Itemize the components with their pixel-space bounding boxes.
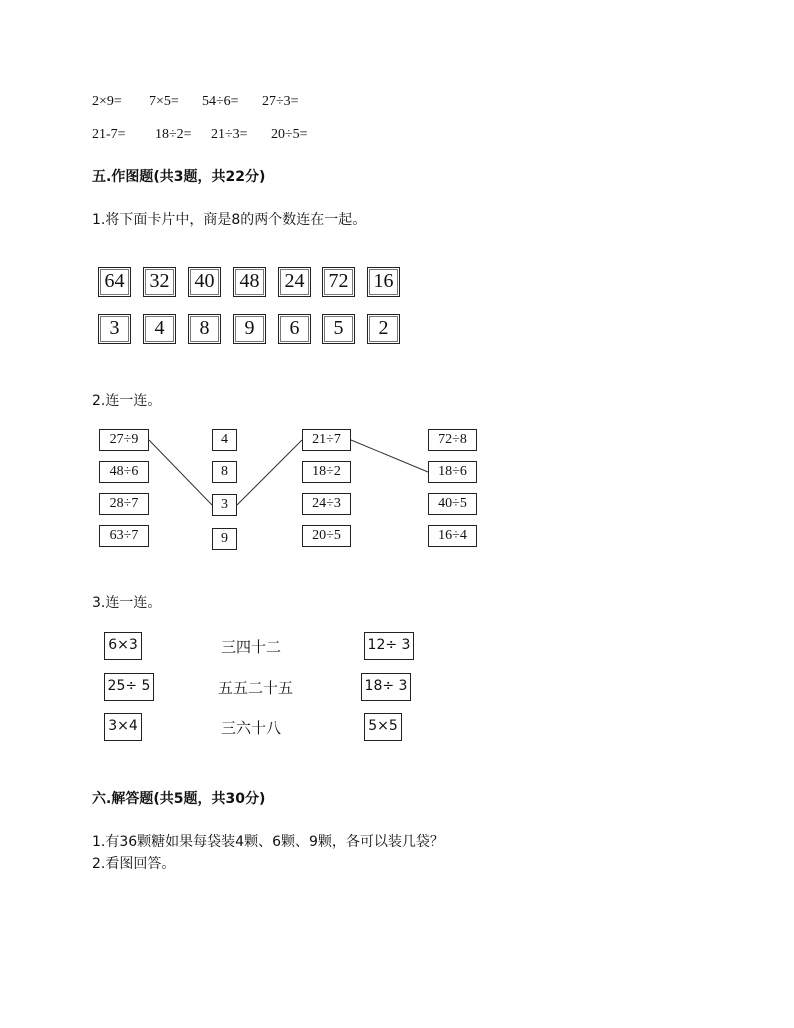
expression-box[interactable]: 12÷ 3 [364,632,414,660]
expression-box[interactable]: 16÷4 [428,525,477,547]
number-card[interactable]: 5 [322,314,355,344]
arith-item: 18÷2= [155,127,192,142]
question-prompt: 1.将下面卡片中，商是8的两个数连在一起。 [92,212,367,228]
expression-box[interactable]: 18÷2 [302,461,351,483]
expression-box[interactable]: 18÷ 3 [361,673,411,701]
answer-box[interactable]: 9 [212,528,237,550]
expression-box[interactable]: 6×3 [104,632,142,660]
connector-line [351,440,428,472]
connector-line [149,440,212,505]
question-text: 2.看图回答。 [92,856,176,872]
arith-item: 21-7= [92,127,126,142]
question-text: 1.有36颗糖如果每袋装4颗、6颗、9颗，各可以装几袋？ [92,834,444,850]
expression-box[interactable]: 27÷9 [99,429,149,451]
number-card[interactable]: 9 [233,314,266,344]
arith-item: 2×9= [92,94,122,109]
answer-box[interactable]: 4 [212,429,237,451]
expression-box[interactable]: 40÷5 [428,493,477,515]
expression-box[interactable]: 24÷3 [302,493,351,515]
arith-item: 7×5= [149,94,179,109]
number-card[interactable]: 4 [143,314,176,344]
number-card[interactable]: 3 [98,314,131,344]
question-prompt: 3.连一连。 [92,595,162,611]
expression-box[interactable]: 3×4 [104,713,142,741]
section-heading: 六.解答题(共5题，共30分) [92,791,266,807]
arith-item: 27÷3= [262,94,299,109]
number-card[interactable]: 24 [278,267,311,297]
expression-box[interactable]: 5×5 [364,713,402,741]
expression-box[interactable]: 21÷7 [302,429,351,451]
connector-line [237,440,302,505]
number-card[interactable]: 32 [143,267,176,297]
expression-box[interactable]: 72÷8 [428,429,477,451]
number-card[interactable]: 72 [322,267,355,297]
expression-box[interactable]: 25÷ 5 [104,673,154,701]
expression-box[interactable]: 48÷6 [99,461,149,483]
multiplication-rhyme[interactable]: 五五二十五 [218,679,294,697]
arith-item: 54÷6= [202,94,239,109]
number-card[interactable]: 6 [278,314,311,344]
arith-item: 21÷3= [211,127,248,142]
section-heading: 五.作图题(共3题，共22分) [92,169,266,185]
expression-box[interactable]: 20÷5 [302,525,351,547]
number-card[interactable]: 64 [98,267,131,297]
number-card[interactable]: 48 [233,267,266,297]
number-card[interactable]: 40 [188,267,221,297]
expression-box[interactable]: 28÷7 [99,493,149,515]
question-prompt: 2.连一连。 [92,393,162,409]
multiplication-rhyme[interactable]: 三四十二 [221,638,282,656]
expression-box[interactable]: 63÷7 [99,525,149,547]
multiplication-rhyme[interactable]: 三六十八 [221,719,282,737]
number-card[interactable]: 2 [367,314,400,344]
number-card[interactable]: 16 [367,267,400,297]
answer-box[interactable]: 3 [212,494,237,516]
number-card[interactable]: 8 [188,314,221,344]
answer-box[interactable]: 8 [212,461,237,483]
expression-box[interactable]: 18÷6 [428,461,477,483]
arith-item: 20÷5= [271,127,308,142]
